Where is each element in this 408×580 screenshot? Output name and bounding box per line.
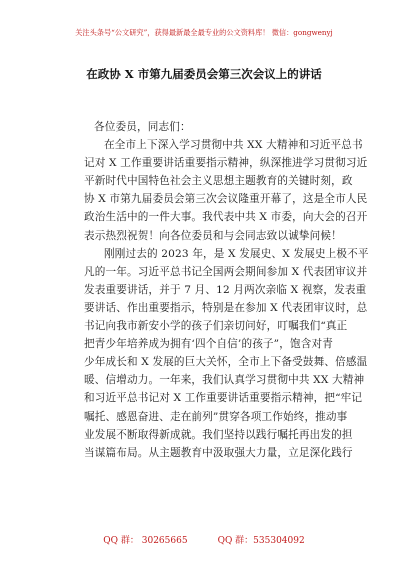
paragraph-line: 要讲话、作出重要指示，特别是在参加 X 代表团审议时，总 [84,301,368,314]
document-title: 在政协 X 市第九届委员会第三次会议上的讲话 [86,67,322,81]
paragraph-line: 协 X 市第九届委员会第三次会议隆重开幕了，这是全市人民 [84,193,368,206]
footer-qq-group-1: QQ 群： 30265665 [103,536,188,546]
paragraph-line: 凡的一年。习近平总书记全国两会期间参加 X 代表团审议并 [84,265,368,278]
footer-qq-group-2: QQ 群：535304092 [217,536,305,546]
paragraph-line: 嘱托、感恩奋进、走在前列”贯穿各项工作始终，推动事 [84,410,348,423]
paragraph-line: 书记向我市新安小学的孩子们亲切问好，叮嘱我们“真正 [84,320,348,333]
paragraph-line: 在全市上下深入学习贯彻中共 XX 大精神和习近平总书 [104,139,363,152]
paragraph-line: 平新时代中国特色社会主义思想主题教育的关键时刻，政 [84,175,353,188]
paragraph-line: 把青少年培养成为拥有‘四个自信’的孩子”，饱含对青 [84,338,333,351]
footer-contact [0,535,408,547]
paragraph-line: 发表重要讲话，并于 7 月、12 月两次亲临 X 视察，发表重 [84,283,367,296]
paragraph-line: 刚刚过去的 2023 年，是 X 发展史、X 发展史上极不平 [104,247,369,260]
paragraph-line: 记对 X 工作重要讲话重要指示精神，纵深推进学习贯彻习近 [84,157,368,170]
paragraph-line: 暖、信增动力。一年来，我们认真学习贯彻中共 XX 大精神 [84,374,365,387]
salutation-line: 各位委员，同志们： [94,121,191,133]
paragraph-line: 少年成长和 X 发展的巨大关怀，全市上下备受鼓舞、倍感温 [84,356,368,369]
paragraph-line: 和习近平总书记对 X 工作重要讲话重要指示精神，把“牢记 [84,392,363,405]
document-body [84,118,369,462]
header-banner: 关注头条号“公文研究”，获得最新最全最专业的公文资料库！ 微信：gongwenyj [75,28,333,37]
paragraph-line: 表示热烈祝贺！向各位委员和与会同志致以诚挚问候！ [84,229,342,242]
paragraph-line: 当谋篇布局。从主题教育中汲取强大力量，立足深化践行 [84,446,353,459]
paragraph-line: 政治生活中的一件大事。我代表中共 X 市委，向大会的召开 [84,211,368,224]
paragraph-line: 业发展不断取得新成就。我们坚持以践行嘱托再出发的担 [84,428,353,441]
